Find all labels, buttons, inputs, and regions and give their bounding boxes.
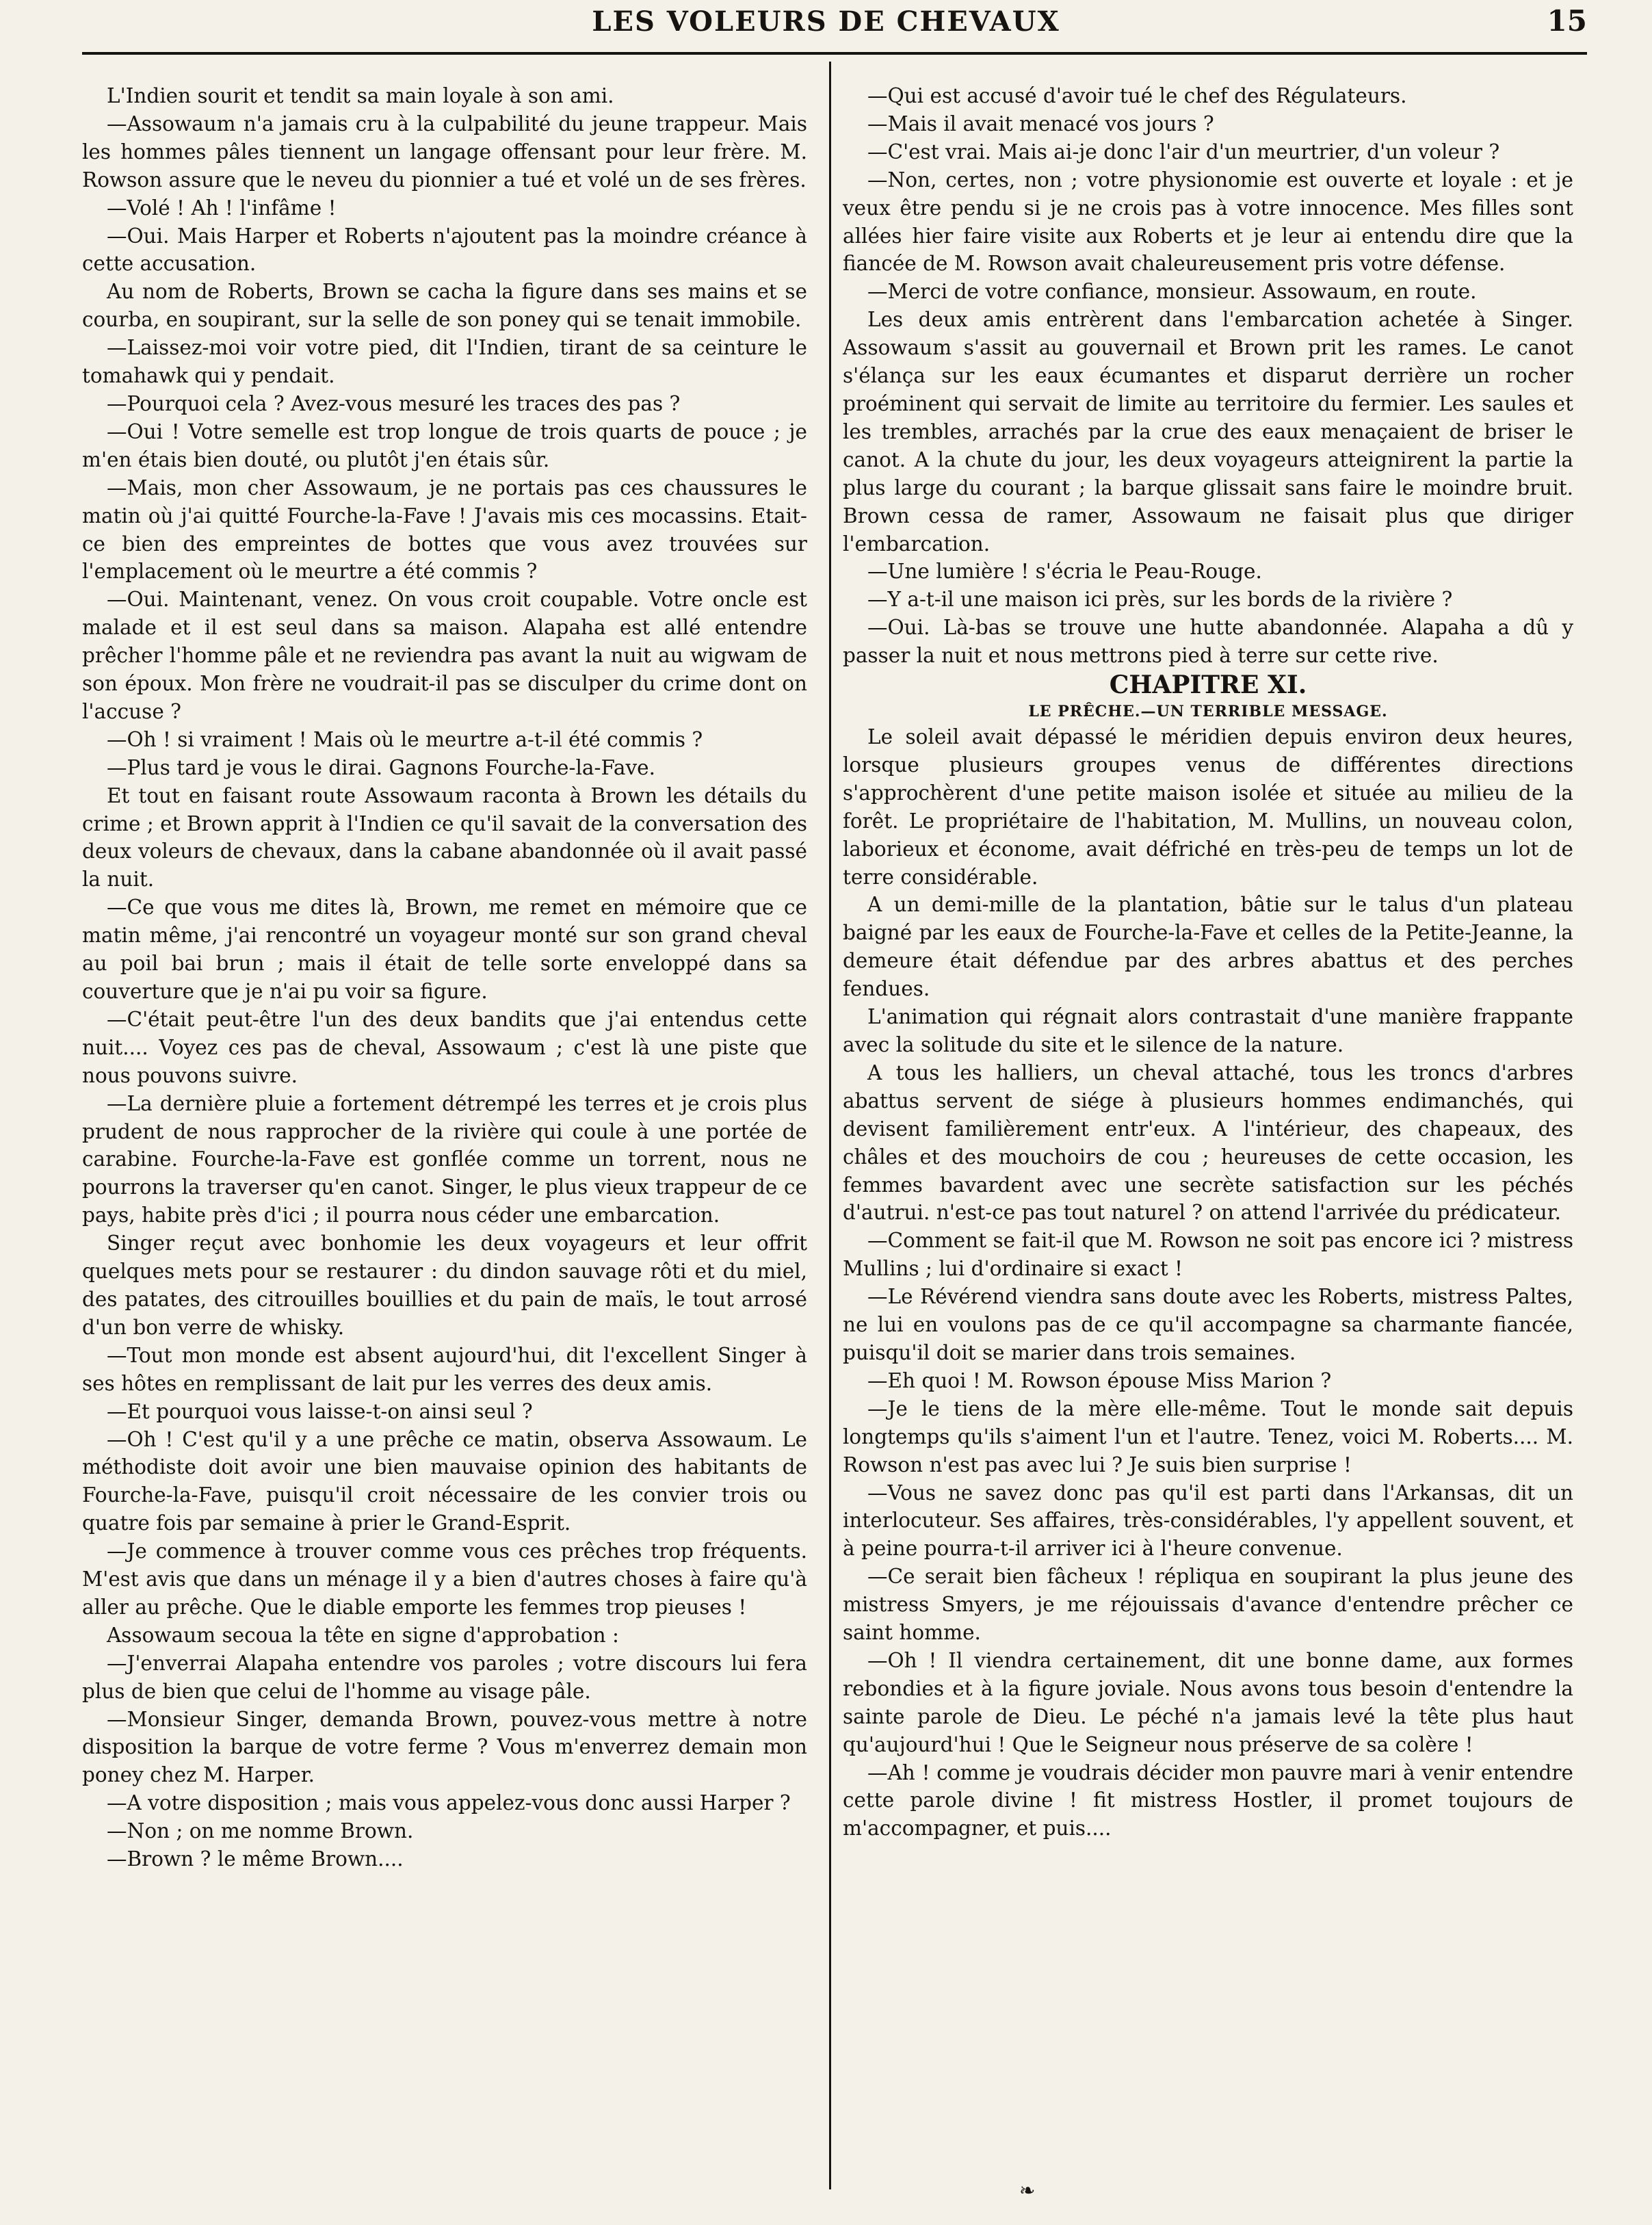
paragraph: —Et pourquoi vous laisse-t-on ainsi seul ? [107,1399,533,1423]
paragraph: —Ce que vous me dites là, Brown, me remet en mémoire que ce matin même, j'ai rencontré un voyageur monté sur son grand cheval au poil bai brun ; mais il était de telle sorte enveloppé dans sa couverture que je n'ai pu voir sa figure. [82,896,807,1003]
paragraph: —Oh ! si vraiment ! Mais où le meurtre a-t-il été commis ? [107,727,703,751]
paragraph: —Je commence à trouver comme vous ces prêches trop fréquents. M'est avis que dans un ménage il y a bien d'autres choses à faire qu'à aller au prêche. Que le diable emporte les femmes trop pieuses ! [82,1539,807,1619]
paragraph: —Assowaum n'a jamais cru à la culpabilité du jeune trappeur. Mais les hommes pâles tiennent un langage offensant pour leur frère. M. Rowson assure que le neveu du pionnier a tué et volé un de ses frères. [82,112,807,192]
paragraph: —Une lumière ! s'écria le Peau-Rouge. [867,560,1262,584]
left-column [82,82,807,1873]
paragraph: —Vous ne savez donc pas qu'il est parti dans l'Arkansas, dit un interlocuteur. Ses affaires, très-considérables, l'y appellent souvent, et à peine pourra-t-il arriver ici à l'heure convenue. [843,1481,1573,1561]
paragraph: —Laissez-moi voir votre pied, dit l'Indien, tirant de sa ceinture le tomahawk qui y pendait. [82,336,807,388]
paragraph: Au nom de Roberts, Brown se cacha la figure dans ses mains et se courba, en soupirant, sur la selle de son poney qui se tenait immobile. [82,280,807,332]
paragraph: —Je le tiens de la mère elle-même. Tout le monde sait depuis longtemps qu'ils s'aiment l'un et l'autre. Tenez, voici M. Roberts.... M. Rowson n'est pas avec lui ? Je suis bien surprise ! [843,1396,1573,1476]
paragraph: —Mais, mon cher Assowaum, je ne portais pas ces chaussures le matin où j'ai quitté Fourche-la-Fave ! J'avais mis ces mocassins. Etait-ce bien des empreintes de bottes que vous avez trouvées sur l'emplacement où le meurtre a été commis ? [82,476,807,584]
paragraph: —A votre disposition ; mais vous appelez-vous donc aussi Harper ? [107,1791,791,1815]
paragraph: A un demi-mille de la plantation, bâtie sur le talus d'un plateau baigné par les eaux de Fourche-la-Fave et celles de la Petite-Jeanne, la demeure était défendue par des arbres abattus et des perches fendues. [843,893,1573,1001]
paragraph: —Y a-t-il une maison ici près, sur les bords de la rivière ? [867,588,1453,612]
paragraph: —Ce serait bien fâcheux ! répliqua en soupirant la plus jeune des mistress Smyers, je me réjouissais d'avance d'entendre prêcher ce saint homme. [843,1565,1573,1645]
paragraph: Les deux amis entrèrent dans l'embarcation achetée à Singer. Assowaum s'assit au gouvernail et Brown prit les rames. Le canot s'élança sur les eaux écumantes et disparut derrière un rocher proéminent qui servait de limite au territoire du fermier. Les saules et les trembles, arrachés par la crue des eaux menaçaient de briser le canot. A la chute du jour, les deux voyageurs atteignirent la partie la plus large du courant ; la barque glissait sans faire le moindre bruit. Brown cessa de ramer, Assowaum ne faisait plus que diriger l'embarcation. [843,308,1573,556]
paragraph: —Pourquoi cela ? Avez-vous mesuré les traces des pas ? [107,391,681,415]
paragraph: —Volé ! Ah ! l'infâme ! [107,196,337,220]
paragraph: —J'enverrai Alapaha entendre vos paroles ; votre discours lui fera plus de bien que celui de l'homme au visage pâle. [82,1651,807,1703]
paragraph: L'Indien sourit et tendit sa main loyale à son ami. [107,84,614,107]
paragraph: —Brown ? le même Brown.... [107,1847,404,1871]
paragraph: —Oui. Là-bas se trouve une hutte abandonnée. Alapaha a dû y passer la nuit et nous mettrons pied à terre sur cette rive. [843,616,1573,668]
paragraph: —Oui ! Votre semelle est trop longue de trois quarts de pouce ; je m'en étais bien douté, ou plutôt j'en étais sûr. [82,419,807,471]
header-rule [82,52,1587,55]
column-divider [829,62,831,2189]
paragraph: —Oui. Mais Harper et Roberts n'ajoutent pas la moindre créance à cette accusation. [82,224,807,276]
paragraph: —Oui. Maintenant, venez. On vous croit coupable. Votre oncle est malade et il est seul dans sa maison. Alapaha est allé entendre prêcher l'homme pâle et ne reviendra pas avant la nuit au wigwam de son époux. Mon frère ne voudrait-il pas se disculper du crime dont on l'accuse ? [82,588,807,723]
paragraph: —C'était peut-être l'un des deux bandits que j'ai entendus cette nuit.... Voyez ces pas de cheval, Assowaum ; c'est là une piste que nous pouvons suivre. [82,1007,807,1087]
chapter-title: CHAPITRE XI. [1109,671,1307,700]
paragraph: Et tout en faisant route Assowaum raconta à Brown les détails du crime ; et Brown apprit à l'Indien ce qu'il savait de la conversation des deux voleurs de chevaux, dans la cabane abandonnée où il avait passé la nuit. [82,783,807,892]
paragraph: —Eh quoi ! M. Rowson épouse Miss Marion ? [867,1368,1332,1392]
paragraph: —Non ; on me nomme Brown. [107,1819,414,1843]
paragraph: Singer reçut avec bonhomie les deux voyageurs et leur offrit quelques mets pour se restaurer : du dindon sauvage rôti et du miel, des patates, des citrouilles bouillies et du pain de maïs, le tout arrosé d'un bon verre de whisky. [82,1232,807,1339]
paragraph: L'animation qui régnait alors contrastait d'une manière frappante avec la solitude du site et le silence de la nature. [843,1005,1573,1056]
right-column-after-chapter [843,723,1573,1843]
paragraph: —Oh ! C'est qu'il y a une prêche ce matin, observa Assowaum. Le méthodiste doit avoir une bien mauvaise opinion des habitants de Fourche-la-Fave, puisqu'il croit nécessaire de les convier trois ou quatre fois par semaine à prier le Grand-Esprit. [82,1427,807,1535]
paragraph: —Mais il avait menacé vos jours ? [867,112,1214,135]
paragraph: —Non, certes, non ; votre physionomie est ouverte et loyale : et je veux être pendu si je ne crois pas à votre innocence. Mes filles sont allées hier faire visite aux Roberts et je leur ai entendu dire que la fiancée de M. Rowson avait chaleureusement pris votre défense. [843,168,1573,276]
paragraph: —Merci de votre confiance, monsieur. Assowaum, en route. [867,280,1477,304]
paragraph: —Plus tard je vous le dirai. Gagnons Fourche-la-Fave. [107,755,656,779]
paragraph: —Monsieur Singer, demanda Brown, pouvez-vous mettre à notre disposition la barque de votre ferme ? Vous m'enverrez demain mon poney chez M. Harper. [82,1707,807,1787]
right-column [843,82,1573,1843]
page-number: 15 [1547,4,1587,38]
paragraph: —Comment se fait-il que M. Rowson ne soit pas encore ici ? mistress Mullins ; lui d'ordinaire si exact ! [843,1229,1573,1281]
running-head [0,0,1652,48]
paragraph: —La dernière pluie a fortement détrempé les terres et je crois plus prudent de nous rapprocher de la rivière qui coule à une portée de carabine. Fourche-la-Fave est gonflée comme un torrent, nous ne pourrons la traverser qu'en canot. Singer, le plus vieux trappeur de ce pays, habite près d'ici ; il pourra nous céder une embarcation. [82,1091,807,1227]
paragraph: —Tout mon monde est absent aujourd'hui, dit l'excellent Singer à ses hôtes en remplissant de lait pur les verres des deux amis. [82,1343,807,1395]
paragraph: A tous les halliers, un cheval attaché, tous les troncs d'arbres abattus servent de siége à plusieurs hommes endimanchés, qui devisent familièrement entr'eux. A l'intérieur, des chapeaux, des châles et des mouchoirs de cou ; heureuses de cette occasion, les femmes bavardent avec une secrète satisfaction sur les péchés d'autrui. n'est-ce pas tout naturel ? on attend l'arrivée du prédicateur. [843,1061,1573,1225]
paragraph: —Ah ! comme je voudrais décider mon pauvre mari à venir entendre cette parole divine ! fit mistress Hostler, il promet toujours de m'accompagner, et puis.... [843,1760,1573,1840]
paragraph: Le soleil avait dépassé le méridien depuis environ deux heures, lorsque plusieurs groupes venus de différentes directions s'approchèrent d'une petite maison isolée et située au milieu de la forêt. Le propriétaire de l'habitation, M. Mullins, un nouveau colon, laborieux et économe, avait défriché en très-peu de temps un lot de terre considérable. [843,725,1573,889]
paragraph: —Qui est accusé d'avoir tué le chef des Régulateurs. [867,84,1407,107]
paragraph: —Le Révérend viendra sans doute avec les Roberts, mistress Paltes, ne lui en voulons pas de ce qu'il accompagne sa charmante fiancée, puisqu'il doit se marier dans trois semaines. [843,1285,1573,1364]
right-column-before-chapter [843,82,1573,670]
footer-ornament: ❧ [1019,2179,1036,2202]
paragraph: Assowaum secoua la tête en signe d'approbation : [107,1623,619,1647]
paragraph: —Oh ! Il viendra certainement, dit une bonne dame, aux formes rebondies et à la figure joviale. Nous avons tous besoin d'entendre la sainte parole de Dieu. Le péché n'a jamais levé la tête plus haut qu'aujourd'hui ! Que le Seigneur nous préserve de sa colère ! [843,1648,1573,1756]
running-title: LES VOLEURS DE CHEVAUX [592,5,1060,38]
paragraph: —C'est vrai. Mais ai-je donc l'air d'un meurtrier, d'un voleur ? [867,140,1500,164]
chapter-subtitle: LE PRÊCHE.—UN TERRIBLE MESSAGE. [1028,703,1388,721]
